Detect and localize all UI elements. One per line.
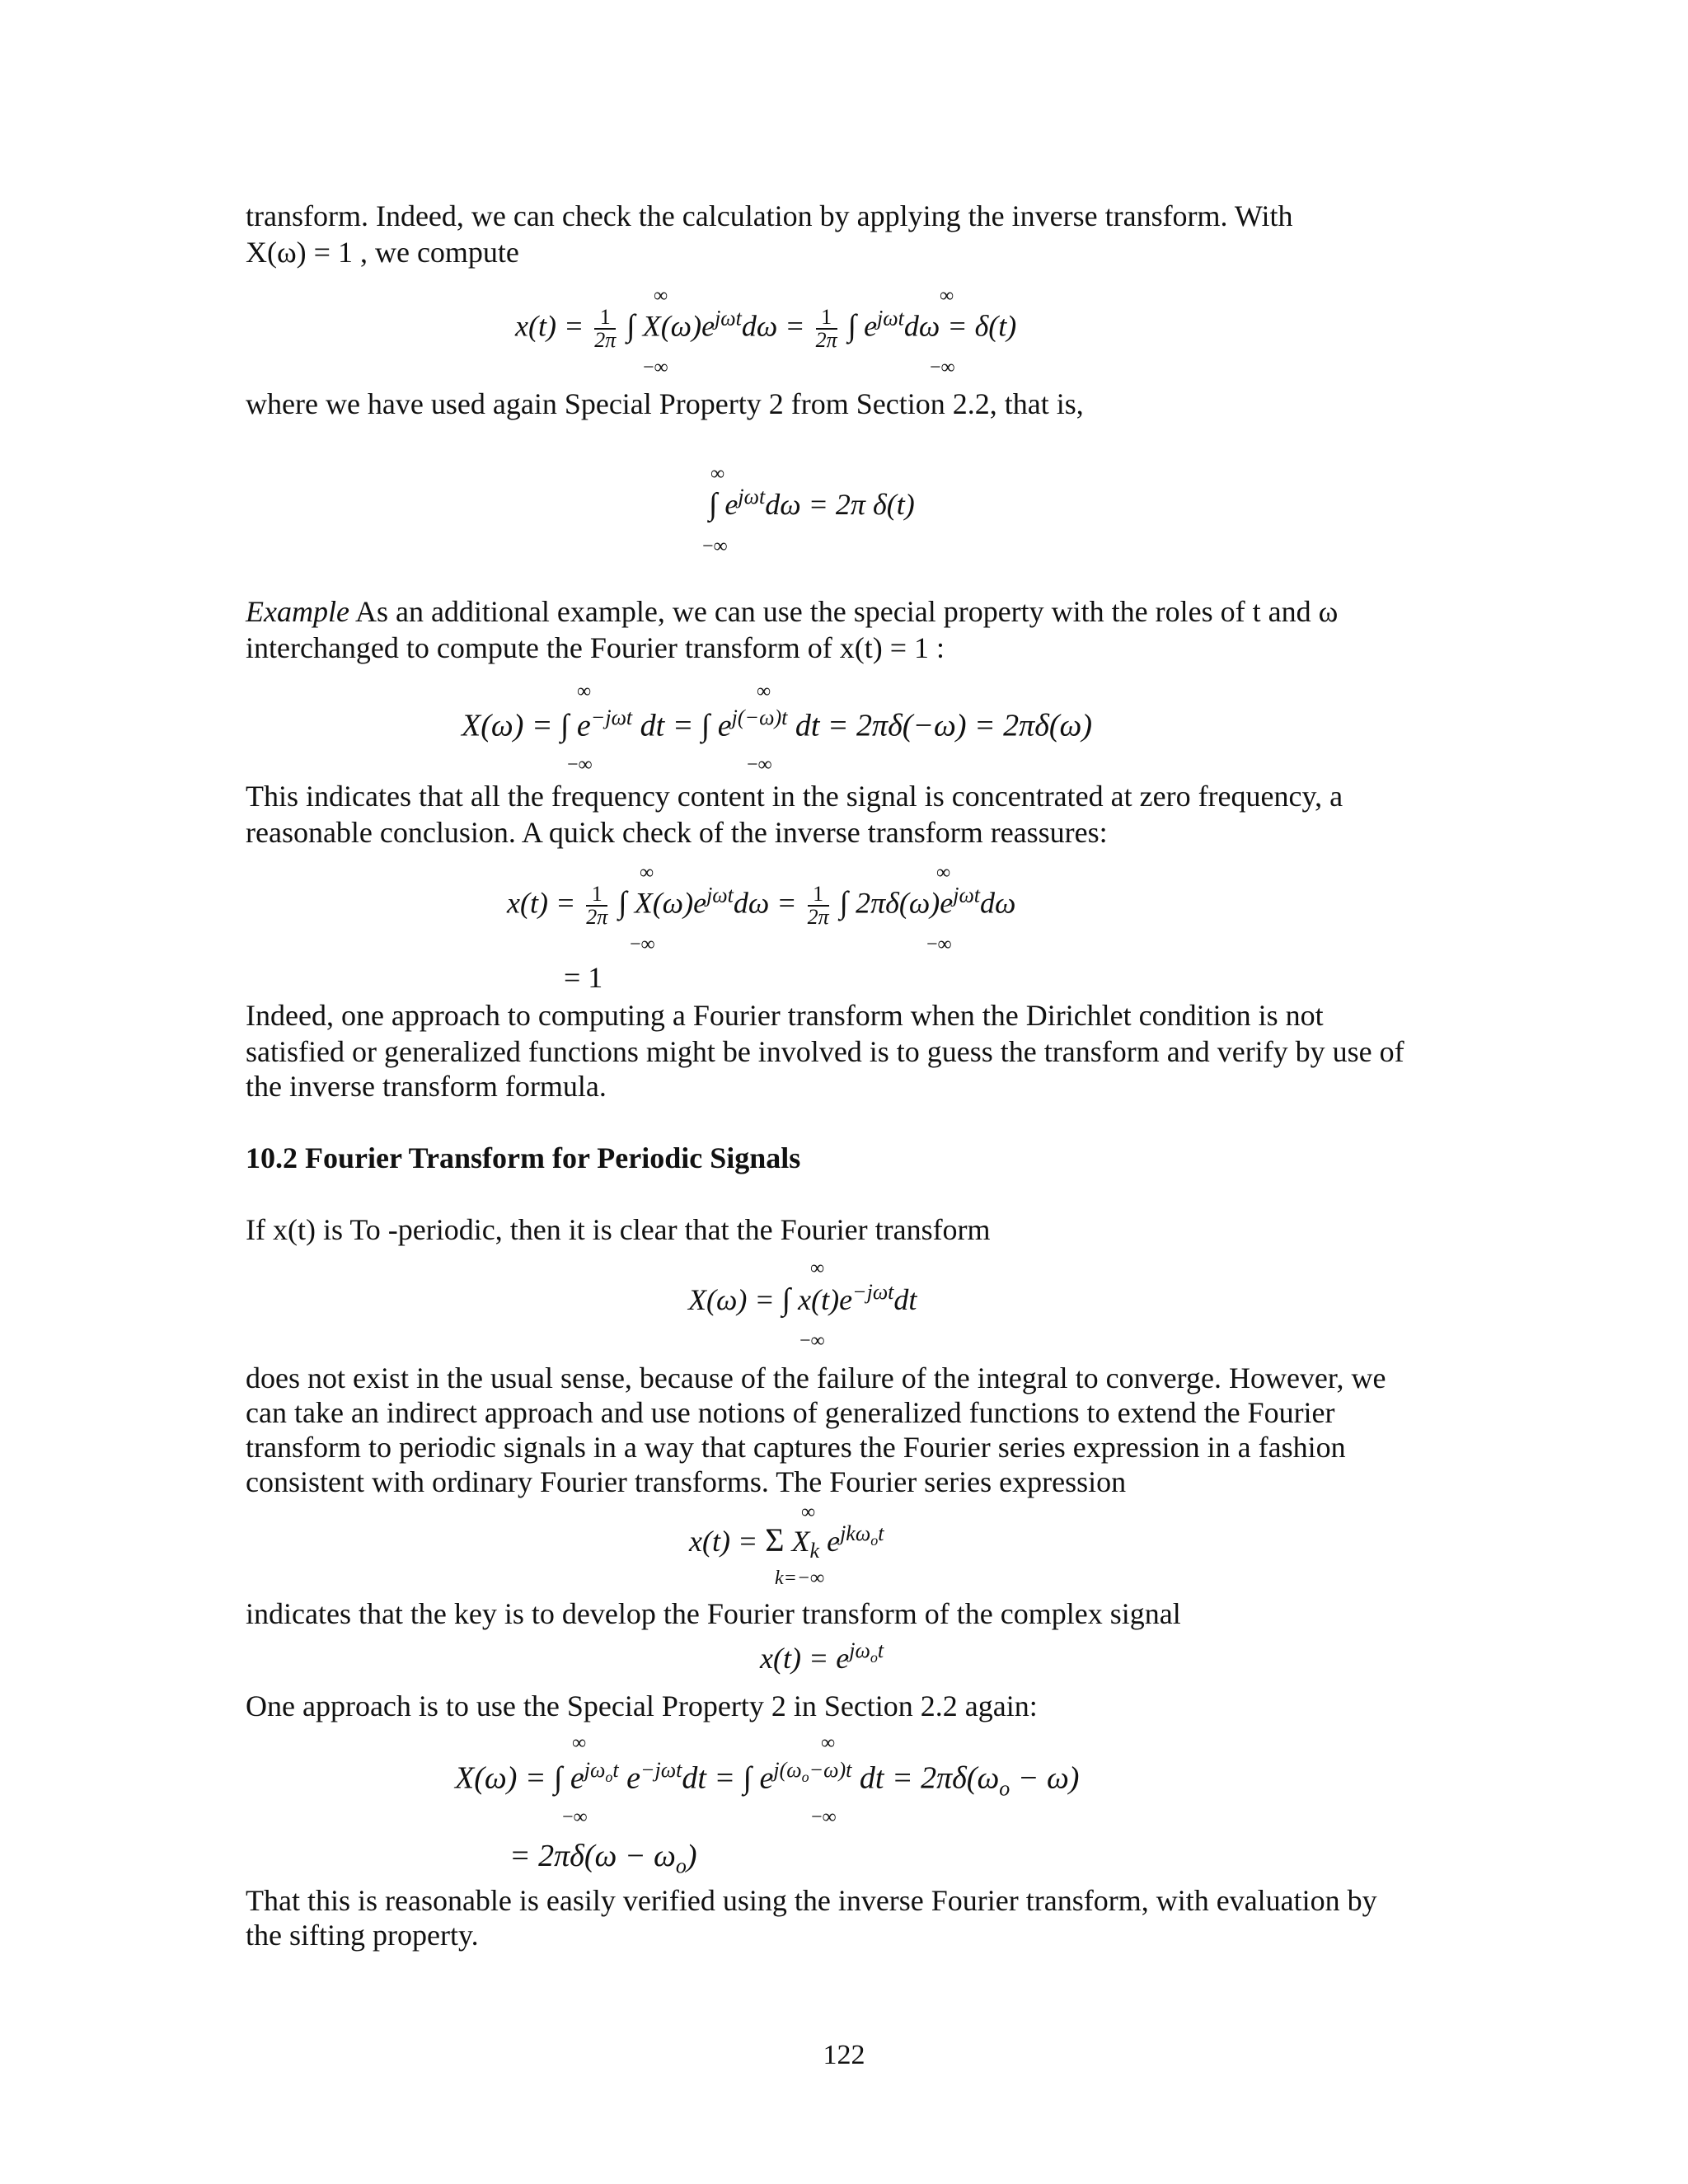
- equation-complex-signal: $x(t) = e^{j\omega_ot}$: [760, 1638, 884, 1675]
- paragraph-line: does not exist in the usual sense, because of the failure of the integral to converge. However, we: [246, 1361, 1386, 1394]
- paragraph-line: If x(t) is To -periodic, then it is clear that the Fourier transform: [246, 1213, 991, 1246]
- paragraph-line: the inverse transform formula.: [246, 1070, 607, 1103]
- paragraph-line: consistent with ordinary Fourier transforms. The Fourier series expression: [246, 1465, 1127, 1498]
- page-number: 122: [823, 2040, 865, 2070]
- paragraph-line: That this is reasonable is easily verified using the inverse Fourier transform, with evaluation by: [246, 1884, 1377, 1917]
- paragraph-line: Indeed, one approach to computing a Fourier transform when the Dirichlet condition is not: [246, 999, 1324, 1032]
- paragraph-line: interchanged to compute the Fourier transform of x(t) = 1 :: [246, 631, 945, 664]
- paragraph-line: X(ω) = 1 , we compute: [246, 236, 519, 269]
- paragraph-line: the sifting property.: [246, 1919, 479, 1952]
- example-label: Example: [246, 595, 349, 628]
- paragraph-line: indicates that the key is to develop the Fourier transform of the complex signal: [246, 1597, 1181, 1630]
- paragraph-line: where we have used again Special Property 2 from Section 2.2, that is,: [246, 387, 1084, 420]
- paragraph-line: transform. Indeed, we can check the calculation by applying the inverse transform. With: [246, 199, 1293, 232]
- paragraph-line: satisfied or generalized functions might be involved is to guess the transform and verify by use of: [246, 1035, 1404, 1068]
- paragraph-line: transform to periodic signals in a way that captures the Fourier series expression in a fashion: [246, 1431, 1346, 1464]
- paragraph-line: This indicates that all the frequency content in the signal is concentrated at zero frequency, a: [246, 780, 1343, 813]
- paragraph-line: Example As an additional example, we can use the special property with the roles of t and ω: [246, 595, 1339, 628]
- equation-result: = 1: [564, 961, 603, 994]
- paragraph-line: reasonable conclusion. A quick check of the inverse transform reassures:: [246, 816, 1108, 849]
- paragraph-line: One approach is to use the Special Property 2 in Section 2.2 again:: [246, 1690, 1038, 1722]
- equation-result: = $2\pi\delta(\omega - \omega_o)$: [509, 1839, 697, 1878]
- paragraph-line: can take an indirect approach and use notions of generalized functions to extend the Fourier: [246, 1396, 1335, 1429]
- section-heading: 10.2 Fourier Transform for Periodic Signals: [246, 1141, 801, 1174]
